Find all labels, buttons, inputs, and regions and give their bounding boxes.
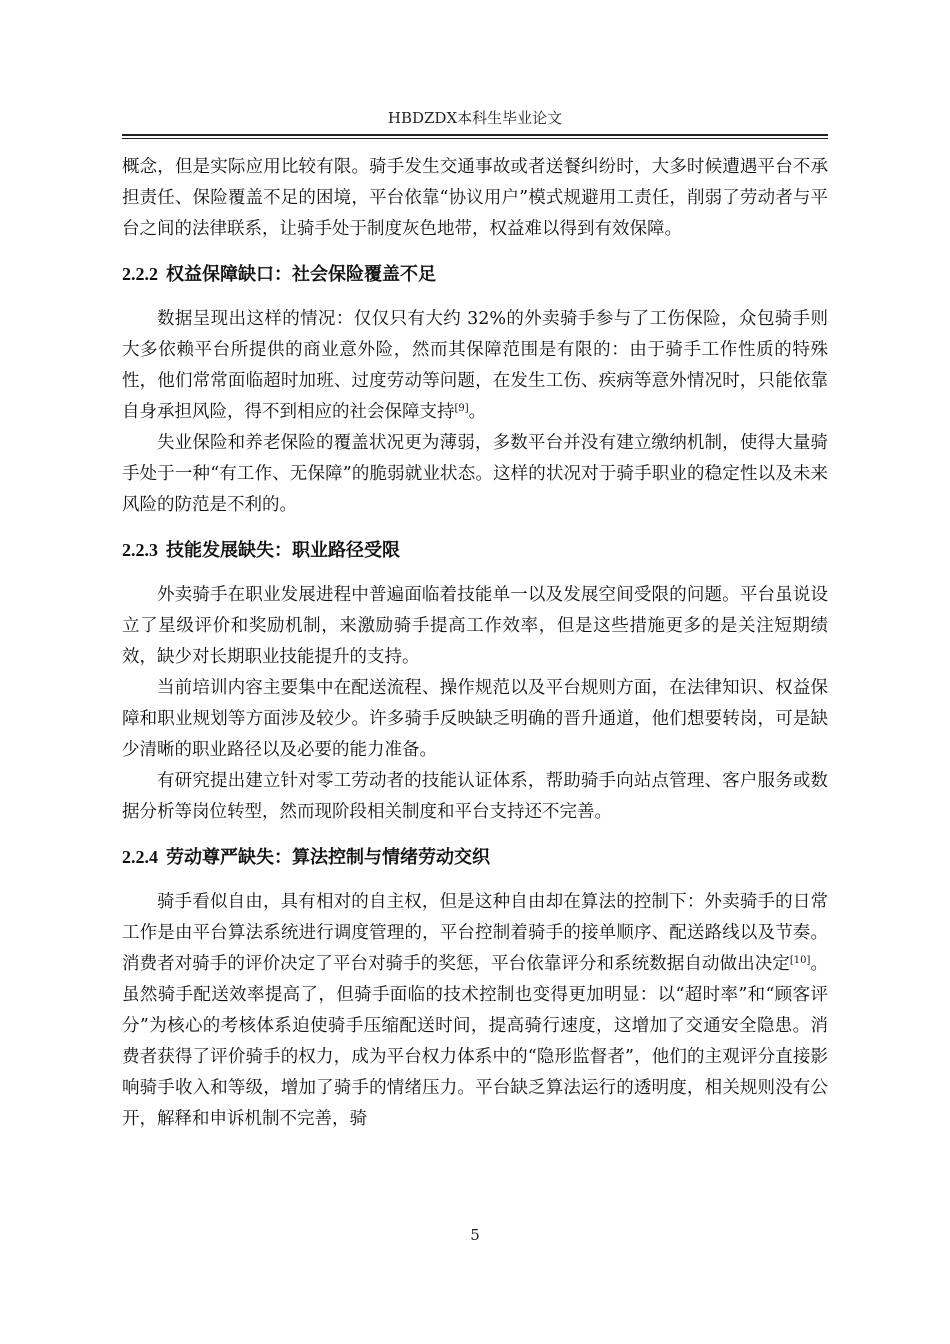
paragraph bbox=[122, 887, 828, 1135]
paragraph: 失业保险和养老保险的覆盖状况更为薄弱，多数平台并没有建立缴纳机制，使得大量骑手处于一种“有工作、无保障”的脆弱就业状态。这样的状况对于骑手职业的稳定性以及未来风险的防范是不利的。 bbox=[122, 433, 828, 515]
paragraph-text-end: 。虽然骑手配送效率提高了，但骑手面临的技术控制也变得更加明显：以“超时率”和“顾客评分”为核心的考核体系迫使骑手压缩配送时间，提高骑行速度，这增加了交通安全隐患。消费者获得了评价骑手的权力，成为平台权力体系中的“隐形监督者”，他们的主观评分直接影响骑手收入和等级，增加了骑手的情绪压力。平台缺乏算法运行的透明度，相关规则没有公开，解释和申诉机制不完善，骑 bbox=[122, 954, 828, 1129]
section-title: 技能发展缺失：职业路径受限 bbox=[166, 540, 400, 561]
paragraph: 有研究提出建立针对零工劳动者的技能认证体系，帮助骑手向站点管理、客户服务或数据分析等岗位转型，然而现阶段相关制度和平台支持还不完善。 bbox=[122, 771, 828, 822]
citation-ref: [9] bbox=[454, 403, 469, 414]
running-header: HBDZDX本科生毕业论文 bbox=[387, 109, 563, 127]
paragraph-text-end: 。 bbox=[468, 402, 487, 422]
paragraph bbox=[122, 304, 828, 428]
section-number: 2.2.4 bbox=[122, 847, 158, 867]
header-rule-thin bbox=[122, 138, 828, 139]
section-number: 2.2.3 bbox=[122, 540, 158, 560]
page-body bbox=[122, 152, 828, 1135]
paragraph: 当前培训内容主要集中在配送流程、操作规范以及平台规则方面，在法律知识、权益保障和职业规划等方面涉及较少。许多骑手反映缺乏明确的晋升通道，他们想要转岗，可是缺少清晰的职业路径以及必要的能力准备。 bbox=[122, 678, 828, 760]
page-number: 5 bbox=[470, 1226, 480, 1244]
paragraph-text: 骑手看似自由，具有相对的自主权，但是这种自由却在算法的控制下：外卖骑手的日常工作是由平台算法系统进行调度管理的，平台控制着骑手的接单顺序、配送路线以及节奏。消费者对骑手的评价决定了平台对骑手的奖惩，平台依靠评分和系统数据自动做出决定 bbox=[122, 892, 828, 974]
header-rule-thick bbox=[122, 134, 828, 136]
section-title: 劳动尊严缺失：算法控制与情绪劳动交织 bbox=[166, 847, 490, 868]
paragraph-text: 数据呈现出这样的情况：仅仅只有大约 32%的外卖骑手参与了工伤保险，众包骑手则大多依赖平台所提供的商业意外险，然而其保障范围是有限的：由于骑手工作性质的特殊性，他们常常面临超时加班、过度劳动等问题，在发生工伤、疾病等意外情况时，只能依靠自身承担风险，得不到相应的社会保障支持 bbox=[122, 309, 828, 422]
citation-ref: [10] bbox=[789, 955, 811, 966]
section-heading-2-2-3 bbox=[122, 521, 828, 580]
section-number: 2.2.2 bbox=[122, 264, 158, 284]
section-title: 权益保障缺口：社会保险覆盖不足 bbox=[166, 264, 436, 285]
section-heading-2-2-2 bbox=[122, 245, 828, 304]
paragraph: 外卖骑手在职业发展进程中普遍面临着技能单一以及发展空间受限的问题。平台虽说设立了星级评价和奖励机制，来激励骑手提高工作效率，但是这些措施更多的是关注短期绩效，缺少对长期职业技能提升的支持。 bbox=[122, 585, 828, 667]
section-heading-2-2-4 bbox=[122, 828, 828, 887]
paragraph-continued: 概念，但是实际应用比较有限。骑手发生交通事故或者送餐纠纷时，大多时候遭遇平台不承担责任、保险覆盖不足的困境，平台依靠“协议用户”模式规避用工责任，削弱了劳动者与平台之间的法律联系，让骑手处于制度灰色地带，权益难以得到有效保障。 bbox=[122, 157, 828, 239]
